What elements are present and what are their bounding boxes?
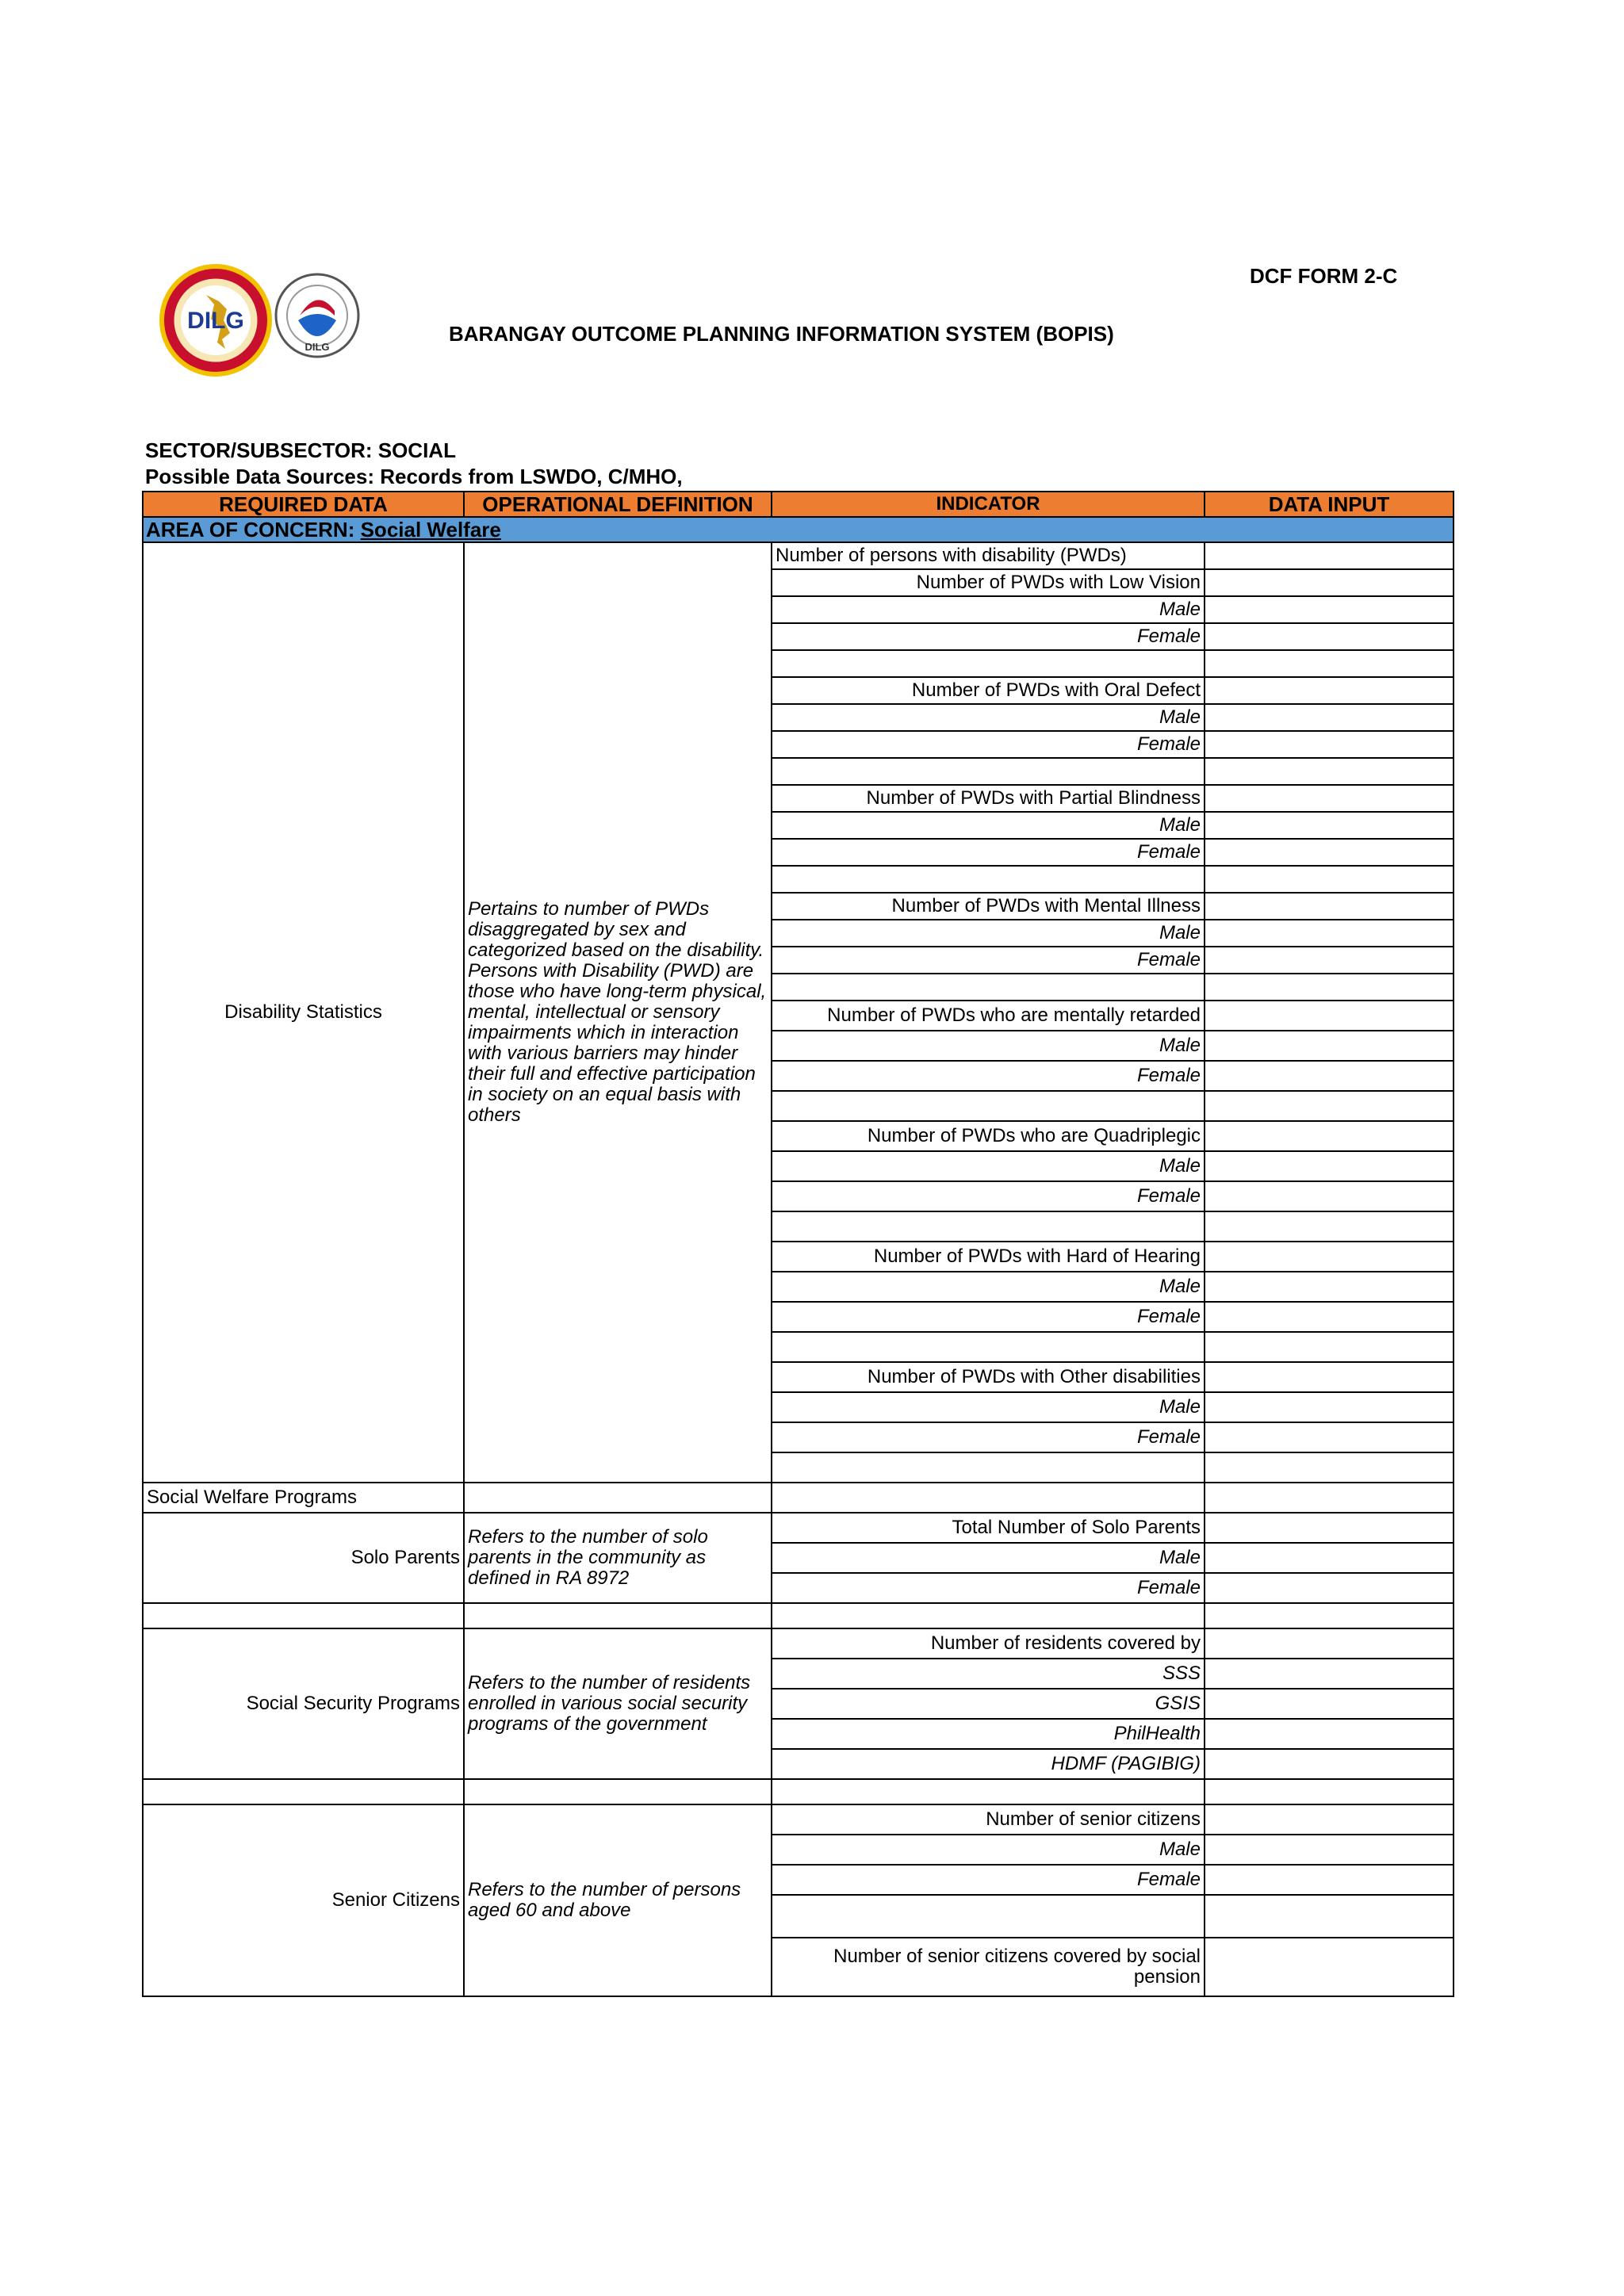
data-input-cell[interactable] xyxy=(1205,650,1454,677)
col-required-data: REQUIRED DATA xyxy=(143,492,464,517)
indicator-cell: Male xyxy=(772,1151,1205,1181)
data-input-cell[interactable] xyxy=(1205,1804,1454,1835)
table-row xyxy=(143,1513,1454,1543)
indicator-cell: Male xyxy=(772,1272,1205,1302)
sector-label: SECTOR/SUBSECTOR: SOCIAL xyxy=(145,438,456,462)
security-required-data: Social Security Programs xyxy=(143,1628,464,1779)
indicator-cell: Number of senior citizens xyxy=(772,1804,1205,1835)
data-input-cell[interactable] xyxy=(1205,542,1454,569)
empty-cell xyxy=(772,1603,1205,1628)
indicator-cell: Male xyxy=(772,1835,1205,1865)
form-code: DCF FORM 2-C xyxy=(1250,264,1398,288)
data-input-cell[interactable] xyxy=(1205,1749,1454,1779)
indicator-cell: Number of PWDs with Hard of Hearing xyxy=(772,1242,1205,1272)
solo-definition: Refers to the number of solo parents in the community as defined in RA 8972 xyxy=(464,1513,772,1603)
table-row xyxy=(143,1483,1454,1513)
data-input-cell[interactable] xyxy=(1205,1061,1454,1091)
indicator-cell xyxy=(772,1452,1205,1483)
data-input-cell[interactable] xyxy=(1205,1302,1454,1332)
empty-cell xyxy=(464,1779,772,1804)
system-title: BARANGAY OUTCOME PLANNING INFORMATION SYSTEM (BOPIS) xyxy=(449,322,1114,346)
data-input-cell[interactable] xyxy=(1205,920,1454,947)
indicator-cell xyxy=(772,1211,1205,1242)
area-of-concern-value: Social Welfare xyxy=(360,518,501,541)
indicator-cell: Number of PWDs with Mental Illness xyxy=(772,893,1205,920)
indicator-cell: Total Number of Solo Parents xyxy=(772,1513,1205,1543)
indicator-cell: Number of PWDs with Oral Defect xyxy=(772,677,1205,704)
data-input-cell[interactable] xyxy=(1205,1835,1454,1865)
indicator-cell: Male xyxy=(772,596,1205,623)
data-input-cell[interactable] xyxy=(1205,1543,1454,1573)
data-capture-table xyxy=(142,491,1454,1997)
data-input-cell[interactable] xyxy=(1205,812,1454,839)
area-of-concern-label: AREA OF CONCERN: xyxy=(146,518,361,541)
data-input-cell[interactable] xyxy=(1205,758,1454,785)
indicator-cell: Number of PWDs who are Quadriplegic xyxy=(772,1121,1205,1151)
data-input-cell[interactable] xyxy=(1205,1001,1454,1031)
indicator-cell xyxy=(772,758,1205,785)
indicator-cell: Male xyxy=(772,1543,1205,1573)
col-data-input: DATA INPUT xyxy=(1205,492,1454,517)
data-input-cell[interactable] xyxy=(1205,1573,1454,1603)
data-input-cell[interactable] xyxy=(1205,1719,1454,1749)
indicator-cell: Female xyxy=(772,1061,1205,1091)
indicator-cell: Number of PWDs with Other disabilities xyxy=(772,1362,1205,1392)
empty-cell xyxy=(464,1603,772,1628)
data-input-cell[interactable] xyxy=(1205,677,1454,704)
indicator-cell: Female xyxy=(772,1573,1205,1603)
data-input-cell[interactable] xyxy=(1205,1091,1454,1121)
indicator-cell xyxy=(772,866,1205,893)
data-input-cell[interactable] xyxy=(1205,623,1454,650)
data-input-cell[interactable] xyxy=(1205,1362,1454,1392)
data-input-cell[interactable] xyxy=(1205,839,1454,866)
area-of-concern-row xyxy=(143,517,1454,542)
indicator-cell xyxy=(772,1091,1205,1121)
data-input-cell[interactable] xyxy=(1205,1659,1454,1689)
empty-cell xyxy=(772,1483,1205,1513)
data-input-cell[interactable] xyxy=(1205,731,1454,758)
table-header-row xyxy=(143,492,1454,517)
empty-cell xyxy=(464,1483,772,1513)
spacer-row xyxy=(143,1603,1454,1628)
data-input-cell[interactable] xyxy=(1205,1121,1454,1151)
data-input-cell[interactable] xyxy=(1205,1392,1454,1422)
indicator-cell: Number of PWDs who are mentally retarded xyxy=(772,1001,1205,1031)
data-input-cell[interactable] xyxy=(1205,893,1454,920)
indicator-cell: Female xyxy=(772,623,1205,650)
dilg-seal-icon xyxy=(159,263,365,382)
empty-cell xyxy=(143,1603,464,1628)
indicator-cell: Female xyxy=(772,947,1205,974)
indicator-cell: Number of residents covered by xyxy=(772,1628,1205,1659)
indicator-cell: HDMF (PAGIBIG) xyxy=(772,1749,1205,1779)
indicator-cell xyxy=(772,1332,1205,1362)
data-input-cell[interactable] xyxy=(1205,704,1454,731)
indicator-cell xyxy=(772,974,1205,1001)
indicator-cell: Male xyxy=(772,1031,1205,1061)
indicator-cell: Number of PWDs with Partial Blindness xyxy=(772,785,1205,812)
data-input-cell[interactable] xyxy=(1205,1938,1454,1996)
indicator-cell: Male xyxy=(772,812,1205,839)
data-input-cell[interactable] xyxy=(1205,1895,1454,1938)
data-input-cell[interactable] xyxy=(1205,1332,1454,1362)
security-definition: Refers to the number of residents enrolled in various social security programs of the government xyxy=(464,1628,772,1779)
data-input-cell[interactable] xyxy=(1205,1779,1454,1804)
empty-cell xyxy=(772,1779,1205,1804)
table-row xyxy=(143,542,1454,569)
senior-definition: Refers to the number of persons aged 60 and above xyxy=(464,1804,772,1996)
indicator-cell: Female xyxy=(772,1181,1205,1211)
col-indicator: INDICATOR xyxy=(772,492,1205,517)
data-input-cell[interactable] xyxy=(1205,569,1454,596)
indicator-cell: Number of senior citizens covered by social pension xyxy=(772,1938,1205,1996)
data-input-cell[interactable] xyxy=(1205,1628,1454,1659)
table-row xyxy=(143,1628,1454,1659)
empty-cell xyxy=(143,1779,464,1804)
indicator-cell: Male xyxy=(772,920,1205,947)
data-input-cell[interactable] xyxy=(1205,1272,1454,1302)
indicator-cell: PhilHealth xyxy=(772,1719,1205,1749)
indicator-cell: GSIS xyxy=(772,1689,1205,1719)
disability-definition: Pertains to number of PWDs disaggregated by sex and categorized based on the disability. Persons with Disability (PWD) are those who have long-term physical, mental, intellectual or sensory impairments which in interaction with various barriers may hinder their full and effective participation in society on an equal basis with others xyxy=(464,542,772,1483)
data-input-cell[interactable] xyxy=(1205,785,1454,812)
svg-text:DILG: DILG xyxy=(187,308,244,334)
disability-required-data: Disability Statistics xyxy=(143,542,464,1483)
area-of-concern xyxy=(143,517,1454,542)
data-input-cell[interactable] xyxy=(1205,947,1454,974)
indicator-cell xyxy=(772,1895,1205,1938)
data-input-cell[interactable] xyxy=(1205,1865,1454,1895)
data-input-cell[interactable] xyxy=(1205,596,1454,623)
data-input-cell[interactable] xyxy=(1205,1031,1454,1061)
data-input-cell[interactable] xyxy=(1205,1242,1454,1272)
data-input-cell[interactable] xyxy=(1205,1151,1454,1181)
dilg-logos xyxy=(159,263,365,382)
data-input-cell[interactable] xyxy=(1205,866,1454,893)
svg-text:DILG: DILG xyxy=(304,341,330,353)
solo-required-data: Solo Parents xyxy=(143,1513,464,1603)
social-welfare-programs-label: Social Welfare Programs xyxy=(143,1483,464,1513)
indicator-cell: Female xyxy=(772,1302,1205,1332)
data-input-cell[interactable] xyxy=(1205,1689,1454,1719)
indicator-cell: Female xyxy=(772,1422,1205,1452)
indicator-cell: Male xyxy=(772,704,1205,731)
data-input-cell[interactable] xyxy=(1205,1211,1454,1242)
data-input-cell[interactable] xyxy=(1205,1181,1454,1211)
data-input-cell[interactable] xyxy=(1205,974,1454,1001)
senior-required-data: Senior Citizens xyxy=(143,1804,464,1996)
indicator-cell: Number of persons with disability (PWDs) xyxy=(772,542,1205,569)
data-input-cell[interactable] xyxy=(1205,1422,1454,1452)
data-input-cell[interactable] xyxy=(1205,1452,1454,1483)
indicator-cell: Female xyxy=(772,839,1205,866)
col-operational-definition: OPERATIONAL DEFINITION xyxy=(464,492,772,517)
table-row xyxy=(143,1804,1454,1835)
indicator-cell: Number of PWDs with Low Vision xyxy=(772,569,1205,596)
spacer-row xyxy=(143,1779,1454,1804)
indicator-cell: Female xyxy=(772,1865,1205,1895)
data-input-cell[interactable] xyxy=(1205,1483,1454,1513)
data-input-cell[interactable] xyxy=(1205,1513,1454,1543)
indicator-cell: SSS xyxy=(772,1659,1205,1689)
indicator-cell: Male xyxy=(772,1392,1205,1422)
indicator-cell: Female xyxy=(772,731,1205,758)
indicator-cell xyxy=(772,650,1205,677)
data-input-cell[interactable] xyxy=(1205,1603,1454,1628)
data-sources-label: Possible Data Sources: Records from LSWDO, C/MHO, xyxy=(145,465,683,488)
